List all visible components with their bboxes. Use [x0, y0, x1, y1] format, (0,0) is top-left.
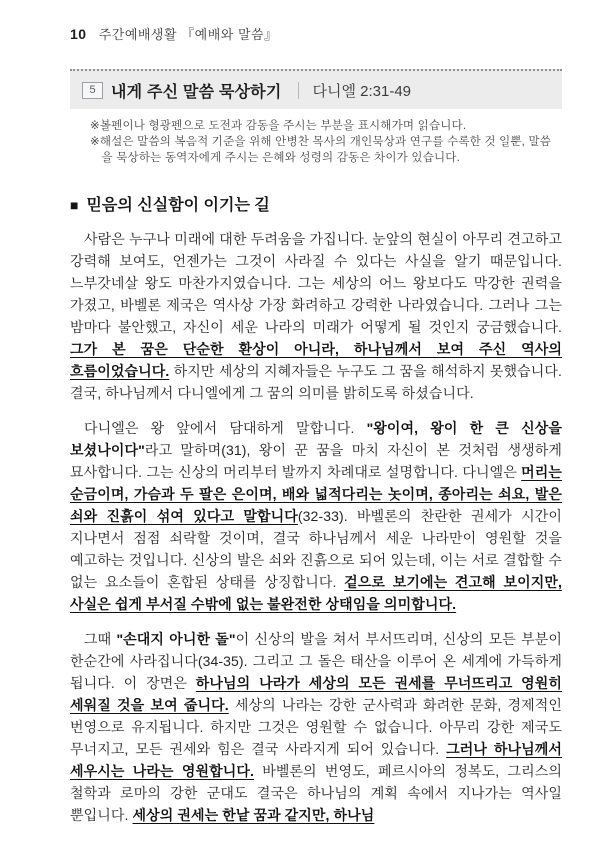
- text-run: 바벨론의 번영도, 페르시아의 정복도, 그리스의 철학과 로마의 강한 군대도 결국은 하나님의 계획 속에서 지나가는 역사일 뿐입니다.: [70, 763, 562, 823]
- page-header: [70, 24, 562, 43]
- paragraph: [70, 228, 562, 404]
- text-run: 그가 본 꿈은 단순한 환상이 아니라, 하나님께서 보여 주신 역사의 흐름이었습니다.: [70, 341, 562, 379]
- body-paragraphs: [70, 228, 562, 826]
- text-run: 머리는 순금이며, 가슴과 두 팔은 은이며, 배와 넓적다리는 놋이며, 종아리는 쇠요, 발은 쇠와 진흙이 섞여 있다고 말합니다: [70, 464, 562, 524]
- text-run: "손대지 아니한 돌": [116, 631, 236, 647]
- text-run: 이 신상의 발을 쳐서 부서뜨리며, 신상의 모든 부분이 한순간에 사라집니다(34-35). 그리고 그 돌은 태산을 이루어 온 세계에 가득하게 됩니다. 이 장면은: [70, 631, 562, 691]
- paragraph: [70, 628, 562, 826]
- paragraph: [70, 417, 562, 615]
- text-run: 세상의 나라는 강한 군사력과 화려한 문화, 경제적인 번영으로 유지됩니다. 하지만 그것은 영원할 수 없습니다. 아무리 강한 제국도 무너지고, 모든 권세와 힘은 결국 사라지게 되어 있습니다.: [70, 697, 562, 757]
- note-line: ※볼펜이나 형광펜으로 도전과 감동을 주시는 부분을 표시해가며 읽습니다.: [90, 120, 467, 132]
- text-run: "왕이여, 왕이 한 큰 신상을 보셨나이다": [70, 420, 562, 458]
- text-run: 겉으로 보기에는 견고해 보이지만, 사실은 쉽게 부서질 수밖에 없는 불완전한 상태임을 의미합니다.: [70, 574, 562, 612]
- text-run: 사람은 누구나 미래에 대한 두려움을 가집니다. 눈앞의 현실이 아무리 견고하고 강력해 보여도, 언젠가는 그것이 사라질 수 있다는 사실을 알기 때문입니다. 느부갓네살 왕도 마찬가지였습니다. 그는 세상의 어느 왕보다도 막강한 권력을 가졌고, 바벨론 제국은 역사상 가장 화려하고 강력한 나라였습니다. 그러나 그는 밤마다 불안했고, 자신이 세운 나라의 미래가 어떻게 될 것인지 궁금했습니다.: [70, 231, 562, 335]
- note-line: ※해설은 말씀의 복음적 기준을 위해 안병찬 목사의 개인묵상과 연구를 수록한 것 일뿐, 말씀을 묵상하는 동역자에게 주시는 은혜와 성령의 감동은 차이가 있습니다.: [90, 136, 552, 164]
- text-run: 세상의 권세는 한낱 꿈과 같지만, 하나님: [132, 807, 375, 823]
- section-number-badge: 5: [82, 82, 103, 99]
- text-run: (32-33). 바벨론의 찬란한 권세가 시간이 지나면서 점점 쇠락할 것이며, 결국 하나님께서 세운 나라만이 영원할 것을 예고하는 것입니다. 신상의 발은 쇠와 진흙으로 되어 있는데, 이는 서로 결합할 수 없는 요소들이 혼합된 상태를 상징합니다.: [70, 508, 562, 590]
- booklet-title: 주간예배생활 『예배와 말씀』: [98, 27, 278, 42]
- text-run: 그때: [84, 631, 117, 647]
- text-run: 하나님의 나라가 세상의 모든 권세를 무너뜨리고 영원히 세워질 것을 보여 줍니다.: [70, 675, 563, 713]
- section-heading-text: 믿음의 신실함이 이기는 길: [86, 197, 270, 214]
- text-run: 다니엘은 왕 앞에서 담대하게 말합니다.: [84, 420, 367, 436]
- section-heading: [70, 192, 562, 215]
- vertical-divider: [298, 82, 299, 99]
- usage-notes: [70, 118, 562, 166]
- text-run: 라고 말하며(31), 왕이 꾼 꿈을 마치 자신이 본 것처럼 생생하게 묘사합니다. 그는 신상의 머리부터 발까지 차례대로 설명합니다. 다니엘은: [70, 442, 562, 480]
- section-title: 내게 주신 말씀 묵상하기: [111, 83, 282, 101]
- square-bullet-icon: ■: [70, 197, 79, 213]
- page-number: 10: [70, 26, 87, 42]
- text-run: 그러나 하나님께서 세우시는 나라는 영원합니다.: [70, 741, 563, 779]
- section-title-box: [70, 69, 562, 109]
- text-run: 하지만 세상의 지혜자들은 누구도 그 꿈을 해석하지 못했습니다. 결국, 하나님께서 다니엘에게 그 꿈의 의미를 밝히도록 하셨습니다.: [70, 363, 562, 401]
- scripture-reference: 다니엘 2:31-49: [312, 82, 412, 100]
